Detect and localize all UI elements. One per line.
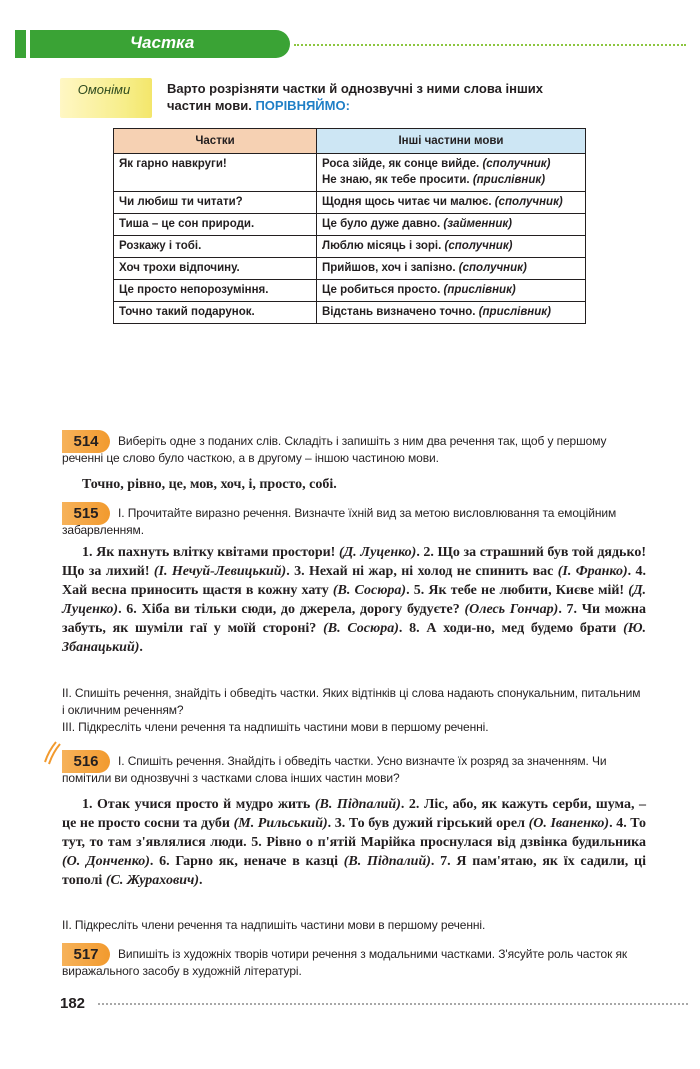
sentence: . 5. Як тебе не любити, Києве мій! [406,583,625,598]
author: (І. Нечуй-Левицький) [153,564,287,579]
sentence: . 2. Що за страшний був той дядько! Що за лихий! [62,545,646,579]
sentence-end: . [199,873,203,888]
exercise-516-task: I. Спишіть речення. Знайдіть і обведіть частки. Усно визначте їх розряд за значенням. Чи помітили ви однозвучні з частками слова інших частин мови? [62,754,607,785]
exercise-number-516: 516 [62,750,110,773]
sentence: . 6. Гарно як, неначе в казці [149,854,338,869]
cell-tag: (прислівник) [478,306,551,318]
table-cell-particle: Точно такий подарунок. [114,302,317,324]
cell-text: Щодня щось читає чи малює. [322,196,492,208]
table-cell-particle: Тиша – це сон природи. [114,214,317,236]
table-cell-other [317,258,586,280]
cell-tag: (прислівник) [472,174,546,186]
sentence: . 8. А ходи-но, мед будемо брати [398,621,617,636]
table-header-particles: Частки [114,129,317,154]
cell-tag: (сполучник) [444,240,513,252]
cell-text: Це робиться просто. [322,284,441,296]
omonimy-label: Омоніми [77,82,131,97]
cell-text: Роса зійде, як сонце вийде. [322,158,480,170]
author: (В. Сосюра) [332,583,407,598]
sentence: 1. Як пахнуть влітку квітами простори! [82,545,336,560]
author: (С. Журахович) [105,873,199,888]
table-cell-particle: Як гарно навкруги! [114,154,317,192]
table-header-row [114,129,586,154]
exercise-515-task3: III. Підкресліть члени речення та надпишіть частини мови в першому реченні. [62,720,489,734]
exercise-516-sentences [62,795,646,890]
sentence: 1. Отак учися просто й мудро жить [82,797,311,812]
sentence: . 4. То тут, то там з'являлися люди. 5. Рівно о п'ятій Марійка проснулася від дзвінка будильника [62,816,647,850]
table-cell-other [317,280,586,302]
sentence: . 3. То був дужий гірський орел [327,816,525,831]
sentence: . 3. Нехай ні жар, ні холод не спинить вас [286,564,554,579]
exercise-number-515: 515 [62,502,110,525]
table-cell-other [317,302,586,324]
author: (Д. Луценко) [62,583,647,617]
exercise-515-sentences [62,543,646,657]
table-cell-particle: Чи любиш ти читати? [114,192,317,214]
sentence: . 4. Хай весна приносить щастя в кожну хату [62,564,647,598]
exercise-514-words: Точно, рівно, це, мов, хоч, і, просто, собі. [82,477,337,492]
author: (В. Підпалий) [343,854,431,869]
cell-tag: (сполучник) [458,262,527,274]
author: (Д. Луценко) [338,545,417,560]
cell-tag: (займенник) [443,218,513,230]
table-row [114,214,586,236]
exercise-number-517: 517 [62,943,110,966]
table-cell-other [317,154,586,192]
table-cell-particle: Хоч трохи відпочину. [114,258,317,280]
exercise-515-task2: II. Спишіть речення, знайдіть і обведіть частки. Яких відтінків ці слова надають спонукальним, питальним і окличним реченням? [62,686,641,717]
page-number: 182 [60,995,86,1012]
table-cell-other [317,236,586,258]
sentence: . 7. Я пам'ятаю, як їх садили, ці тополі [62,854,646,888]
table-header-other: Інші частини мови [317,129,586,154]
sentence-end: . [139,640,143,655]
table-cell-particle: Розкажу і тобі. [114,236,317,258]
author: (О. Іваненко) [528,816,610,831]
omonimy-intro [167,80,587,114]
author: (В. Підпалий) [314,797,401,812]
sentence: . 2. Ліс, або, як кажуть серби, шума, – це не просто сосни та дуби [62,797,646,831]
author: (І. Франко) [557,564,628,579]
compare-label: ПОРІВНЯЙМО: [255,98,350,113]
author: (О. Донченко) [62,854,150,869]
comparison-table [113,128,586,324]
table-row [114,302,586,324]
table-row [114,154,586,192]
table-cell-particle: Це просто непорозуміння. [114,280,317,302]
table-row [114,258,586,280]
cell-text: Це було дуже давно. [322,218,441,230]
table-cell-other [317,214,586,236]
author: (Олесь Гончар) [464,602,559,617]
cell-tag: (сполучник) [494,196,563,208]
cell-text: Відстань визначено точно. [322,306,476,318]
omonimy-text: Варто розрізняти частки й однозвучні з ними слова інших частин мови. [167,81,544,113]
exercise-number-514: 514 [62,430,110,453]
section-title: Частка [130,33,195,52]
exercise-514-task: Виберіть одне з поданих слів. Складіть і запишіть з ним два речення так, щоб у першому реченні це слово було часткою, а в другому – іншою частиною мови. [62,434,607,465]
header-accent-bar [15,30,26,58]
table-row [114,192,586,214]
table-cell-other [317,192,586,214]
header-dotted-rule [294,44,686,46]
cell-text: Не знаю, як тебе просити. [322,174,470,186]
sentence: . 6. Хіба ви тільки сюди, до джерела, дорогу будуєте? [118,602,460,617]
exercise-517-task: Випишіть із художніх творів чотири речення з модальними частками. З'ясуйте роль часток як виражального засобу в художній літературі. [62,947,628,978]
author: (Ю. Збанацький) [62,621,647,655]
pencil-icon [42,738,62,766]
author: (М. Рильський) [233,816,328,831]
sentence: . 7. Чи можна забуть, як шуміли гаї у моїй стороні? [62,602,647,636]
author: (В. Сосюра) [323,621,399,636]
exercise-515-task: I. Прочитайте виразно речення. Визначте їхній вид за метою висловлювання та емоційним забарвленням. [62,506,617,537]
cell-text: Прийшов, хоч і запізно. [322,262,456,274]
cell-tag: (прислівник) [443,284,516,296]
footer-dotted-rule [98,1003,688,1005]
cell-text: Люблю місяць і зорі. [322,240,442,252]
table-row [114,280,586,302]
table-row [114,236,586,258]
cell-tag: (сполучник) [482,158,551,170]
exercise-516-task2: II. Підкресліть члени речення та надпишіть частини мови в першому реченні. [62,918,486,932]
